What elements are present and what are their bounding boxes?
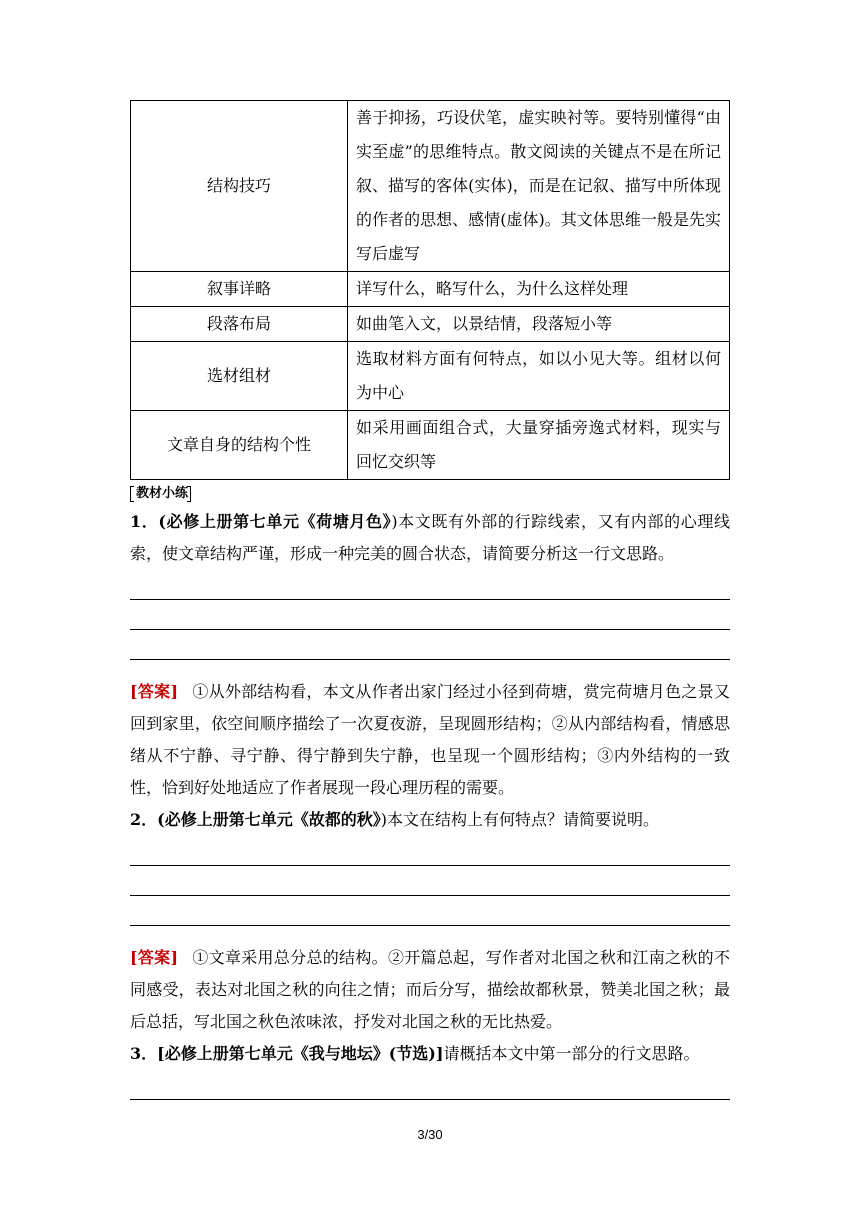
answer-2 [130, 942, 730, 1038]
question-3 [130, 1038, 730, 1070]
question-number: 2． [130, 810, 158, 829]
table-value-cell: 详写什么，略写什么，为什么这样处理 [348, 272, 730, 307]
question-source: (必修上册第七单元《荷塘月色》 [158, 512, 392, 531]
table-row [131, 307, 730, 342]
answer-line[interactable] [130, 600, 730, 630]
table-row [131, 272, 730, 307]
page-number: 3/30 [417, 1127, 443, 1142]
answer-label: [答案] [130, 948, 179, 967]
table-key-cell: 选材组材 [131, 342, 348, 411]
question-2 [130, 804, 730, 836]
table-key-cell: 叙事详略 [131, 272, 348, 307]
answer-line[interactable] [130, 836, 730, 866]
answer-text: ①从外部结构看，本文从作者出家门经过小径到荷塘，赏完荷塘月色之景又回到家里，依空间顺序描绘了一次夏夜游，呈现圆形结构；②从内部结构看，情感思绪从不宁静、寻宁静、得宁静到失宁静，也呈现一个圆形结构；③内外结构的一致性，恰到好处地适应了作者展现一段心理历程的需要。 [130, 682, 730, 797]
answer-text: ①文章采用总分总的结构。②开篇总起，写作者对北国之秋和江南之秋的不同感受，表达对北国之秋的向往之情；而后分写，描绘故都秋景，赞美北国之秋；最后总括，写北国之秋色浓味浓，抒发对北国之秋的无比热爱。 [130, 948, 730, 1031]
table-value-cell: 善于抑扬，巧设伏笔，虚实映衬等。要特别懂得“由实至虚”的思维特点。散文阅读的关键点不是在所记叙、描写的客体(实体)，而是在记叙、描写中所体现的作者的思想、感情(虚体)。其文体思维一般是先实写后虚写 [348, 101, 730, 272]
table-value-cell: 如采用画面组合式，大量穿插旁逸式材料，现实与回忆交织等 [348, 411, 730, 480]
table-row [131, 342, 730, 411]
answer-1 [130, 676, 730, 804]
question-text: 请概括本文中第一部分的行文思路。 [443, 1044, 700, 1063]
question-source: (必修上册第七单元《故都的秋》 [157, 810, 381, 829]
question-number: 3． [130, 1044, 158, 1063]
table-key-cell: 段落布局 [131, 307, 348, 342]
question-source: [必修上册第七单元《我与地坛》(节选)] [157, 1044, 444, 1063]
question-1 [130, 506, 730, 570]
answer-line[interactable] [130, 1070, 730, 1100]
table-value-cell: 选取材料方面有何特点，如以小见大等。组材以何为中心 [348, 342, 730, 411]
table-row [131, 411, 730, 480]
structure-method-table [130, 100, 730, 480]
question-text: )本文在结构上有何特点？请简要说明。 [380, 810, 659, 829]
answer-line[interactable] [130, 896, 730, 926]
table-key-cell: 结构技巧 [131, 101, 348, 272]
question-number: 1． [130, 512, 159, 531]
table-value-cell: 如曲笔入文，以景结情，段落短小等 [348, 307, 730, 342]
answer-line[interactable] [130, 630, 730, 660]
table-row [131, 101, 730, 272]
section-tag: 教材小练 [130, 486, 191, 502]
answer-label: [答案] [130, 682, 179, 701]
answer-line[interactable] [130, 866, 730, 896]
answer-line[interactable] [130, 570, 730, 600]
page-content [130, 100, 730, 1100]
table-key-cell: 文章自身的结构个性 [131, 411, 348, 480]
question-text: )本文既有外部的行踪线索，又有内部的心理线索，使文章结构严谨，形成一种完美的圆合状态，请简要分析这一行文思路。 [130, 512, 731, 563]
